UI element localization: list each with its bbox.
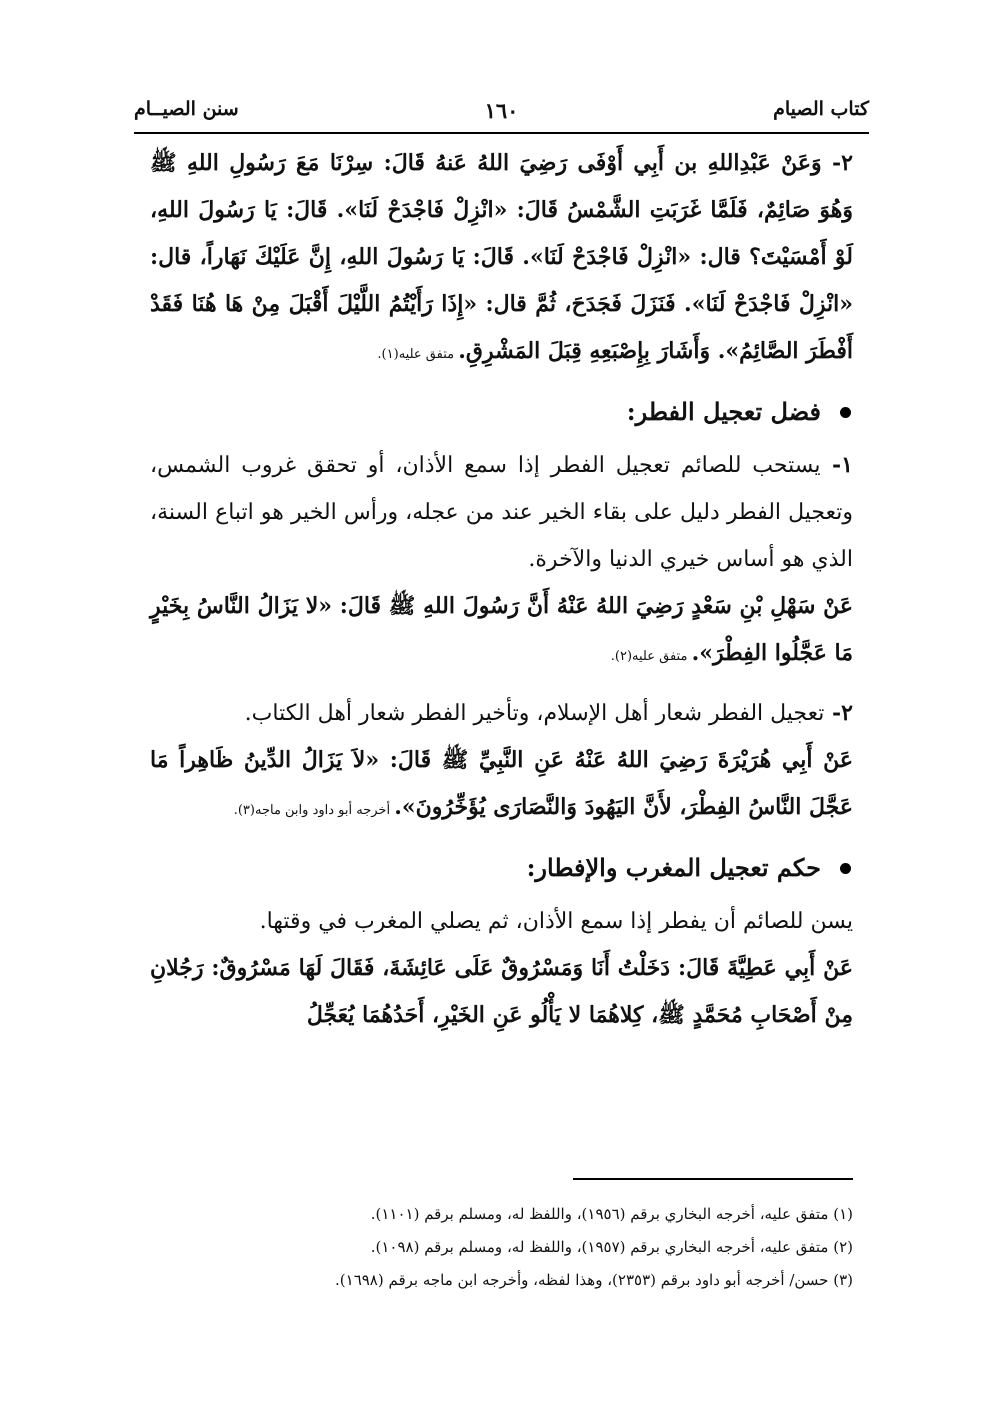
rule-paragraph-3 (150, 898, 853, 945)
footnote-2: (٢) متفق عليه، أخرجه البخاري برقم (١٩٥٧)، واللفظ له، ومسلم برقم (١٠٩٨). (370, 1238, 853, 1256)
page-header (134, 96, 869, 134)
hadith-text: عَنْ أَبِي عَطِيَّةَ قَالَ: دَخَلْتُ أَنَا وَمَسْرُوقٌ عَلَى عَائِشَةَ، فَقَالَ لَهَا مَسْرُوقٌ: رَجُلانِ مِنْ أَصْحَابِ مُحَمَّدٍ ﷺ، كِلاهُمَا لا يَأْلُو عَنِ الخَيْرِ، أَحَدُهُمَا يُعَجِّلُ (150, 955, 853, 1028)
book-title: كتاب الصيام (773, 98, 869, 120)
hadith-paragraph-4 (150, 945, 853, 1039)
hadith-paragraph-1 (150, 140, 853, 378)
rule-paragraph-1 (150, 442, 853, 583)
hadith-paragraph-3 (150, 737, 853, 834)
footnote-3: (٣) حسن/ أخرجه أبو داود برقم (٢٣٥٣)، وهذا لفظه، وأخرجه ابن ماجه برقم (١٦٩٨). (335, 1271, 853, 1289)
hadith-text: عَنْ سَهْلِ بْنِ سَعْدٍ رَضِيَ اللهُ عَنْهُ أَنَّ رَسُولَ اللهِ ﷺ قَالَ: «لا يَزَالُ النَّاسُ بِخَيْرٍ مَا عَجَّلُوا الفِطْرَ». (150, 593, 853, 666)
item-number: ٢- (824, 700, 853, 726)
item-number: ٢- (821, 150, 853, 176)
page-number: ١٦٠ (484, 98, 519, 123)
hadith-source: متفق عليه(١). (377, 347, 459, 362)
hadith-text: عَنْ أَبِي هُرَيْرَةَ رَضِيَ اللهُ عَنْهُ عَنِ النَّبِيِّ ﷺ قَالَ: «لاَ يَزَالُ الدِّينُ ظَاهِراً مَا عَجَّلَ النَّاسُ الفِطْرَ، لأَنَّ اليَهُودَ وَالنَّصَارَى يُؤَخِّرُونَ». (150, 747, 853, 820)
section-heading-text: فضل تعجيل الفطر: (626, 397, 821, 426)
bullet-icon (840, 863, 851, 874)
bullet-icon (840, 407, 851, 418)
page-body (150, 140, 853, 1039)
chapter-title: سنن الصيــام (134, 98, 239, 120)
hadith-source: أخرجه أبو داود وابن ماجه(٣). (233, 803, 395, 818)
footnote-1: (١) متفق عليه، أخرجه البخاري برقم (١٩٥٦)، واللفظ له، ومسلم برقم (١١٠١). (370, 1205, 853, 1223)
footnotes (150, 1198, 853, 1297)
item-number: ١- (820, 452, 853, 478)
footnote-divider (573, 1178, 853, 1180)
hadith-paragraph-2 (150, 583, 853, 680)
rule-text: يسن للصائم أن يفطر إذا سمع الأذان، ثم يصلي المغرب في وقتها. (259, 909, 853, 934)
hadith-source: متفق عليه(٢). (610, 649, 692, 664)
rule-text: يستحب للصائم تعجيل الفطر إذا سمع الأذان، أو تحقق غروب الشمس، وتعجيل الفطر دليل على بقاء الخير عند من عجله، ورأس الخير هو اتباع السنة، الذي هو أساس خيري الدنيا والآخرة. (150, 453, 853, 572)
hadith-text: وَعَنْ عَبْدِاللهِ بن أَبِي أَوْفَى رَضِيَ اللهُ عَنهُ قَالَ: سِرْنَا مَعَ رَسُولِ اللهِ ﷺ وَهُوَ صَائِمٌ، فَلَمَّا غَرَبَتِ الشَّمْسُ قَالَ: «انْزِلْ فَاجْدَحْ لَنَا». قَالَ: يَا رَسُولَ اللهِ، لَوْ أَمْسَيْتَ؟ قال: «انْزِلْ فَاجْدَحْ لَنَا». قَالَ: يَا رَسُولَ اللهِ، إِنَّ عَلَيْكَ نَهَاراً، قال: «انْزِلْ فَاجْدَحْ لَنَا». فَنَزَلَ فَجَدَحَ، ثُمَّ قال: «إِذَا رَأَيْتُمُ اللَّيْلَ أَقْبَلَ مِنْ هَا هُنَا فَقَدْ أَفْطَرَ الصَّائِمُ». وَأَشَارَ بِإِصْبَعِهِ قِبَلَ المَشْرِقِ. (150, 150, 853, 364)
rule-paragraph-2 (150, 690, 853, 737)
section-heading-1 (150, 388, 853, 436)
rule-text: تعجيل الفطر شعار أهل الإسلام، وتأخير الفطر شعار أهل الكتاب. (244, 701, 825, 726)
section-heading-2 (150, 844, 853, 892)
section-heading-text: حكم تعجيل المغرب والإفطار: (526, 853, 821, 882)
